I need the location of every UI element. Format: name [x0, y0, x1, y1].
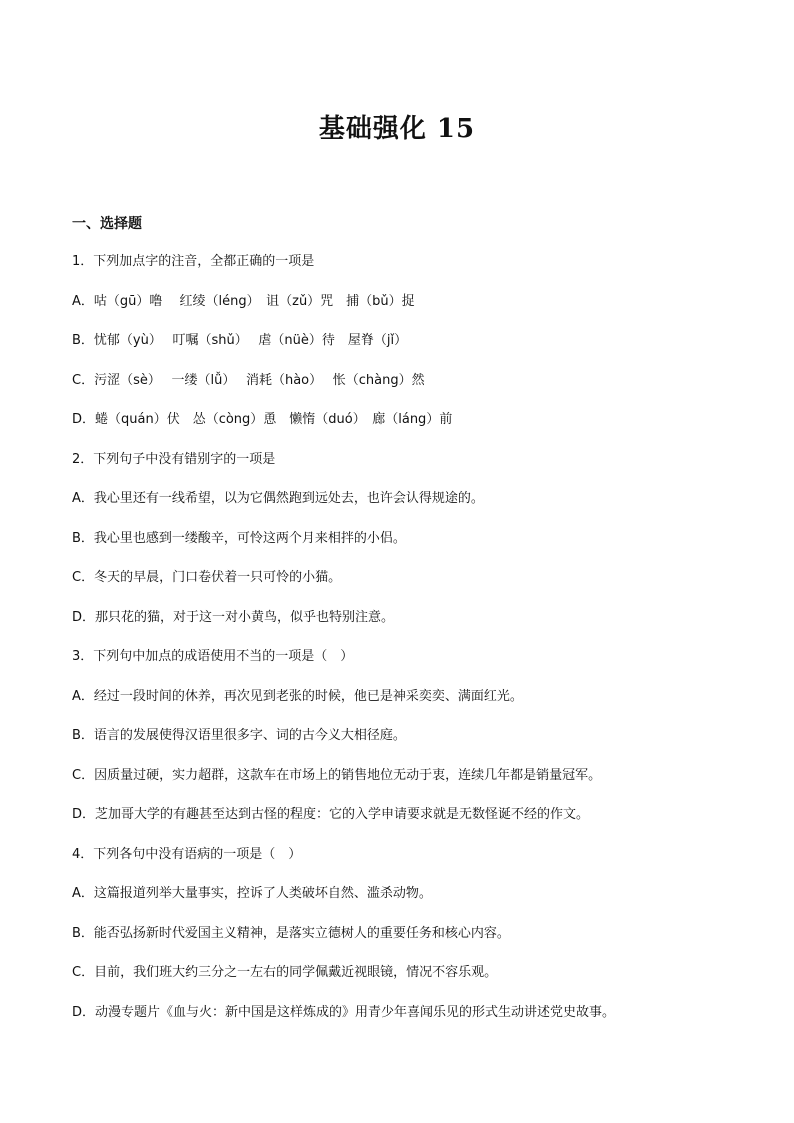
question-option: A．我心里还有一线希望，以为它偶然跑到远处去，也许会认得规途的。	[72, 491, 484, 506]
question-option: D．蜷（quán）伏 怂（còng）恿 懒惰（duó） 廊（láng）前	[72, 412, 453, 427]
question-option: D．动漫专题片《血与火：新中国是这样炼成的》用青少年喜闻乐见的形式生动讲述党史故事。	[72, 1004, 616, 1020]
section-heading: 一、选择题	[72, 216, 142, 232]
question-option: A．咕（gū）噜 红绫（léng） 诅（zǔ）咒 捕（bǔ）捉	[72, 293, 415, 309]
question-option: C．冬天的早晨，门口卷伏着一只可怜的小猫。	[72, 570, 342, 585]
question-option: B．我心里也感到一缕酸辛，可怜这两个月来相拌的小侣。	[72, 530, 406, 546]
question-option: C．因质量过硬，实力超群，这款车在市场上的销售地位无动于衷，连续几年都是销量冠军。	[72, 767, 602, 783]
question-list	[72, 252, 732, 1042]
question-option: A．这篇报道列举大量事实，控诉了人类破坏自然、滥杀动物。	[72, 886, 432, 901]
question-option: B．语言的发展使得汉语里很多字、词的古今义大相径庭。	[72, 728, 406, 743]
question-stem: 2．下列句子中没有错别字的一项是	[72, 451, 276, 467]
page-title: 基础强化 15	[318, 114, 476, 144]
question-option: B．忧郁（yù） 叮嘱（shǔ） 虐（nüè）待 屋脊（jǐ）	[72, 333, 408, 348]
question-option: A．经过一段时间的休养，再次见到老张的时候，他已是神采奕奕、满面红光。	[72, 688, 523, 704]
question-option: B．能否弘扬新时代爱国主义精神，是落实立德树人的重要任务和核心内容。	[72, 925, 510, 941]
question-option: D．那只花的猫，对于这一对小黄鸟，似乎也特别注意。	[72, 609, 395, 625]
question-stem: 1．下列加点字的注音，全都正确的一项是	[72, 254, 315, 269]
question-option: C．目前，我们班大约三分之一左右的同学佩戴近视眼镜，情况不容乐观。	[72, 965, 498, 980]
question-stem: 4．下列各句中没有语病的一项是（ ）	[72, 846, 302, 862]
question-option: D．芝加哥大学的有趣甚至达到古怪的程度：它的入学申请要求就是无数怪诞不经的作文。	[72, 807, 590, 822]
question-stem: 3．下列句中加点的成语使用不当的一项是（ ）	[72, 649, 354, 664]
question-option: C．污涩（sè） 一缕（lǚ） 消耗（hào） 怅（chàng）然	[72, 372, 425, 388]
